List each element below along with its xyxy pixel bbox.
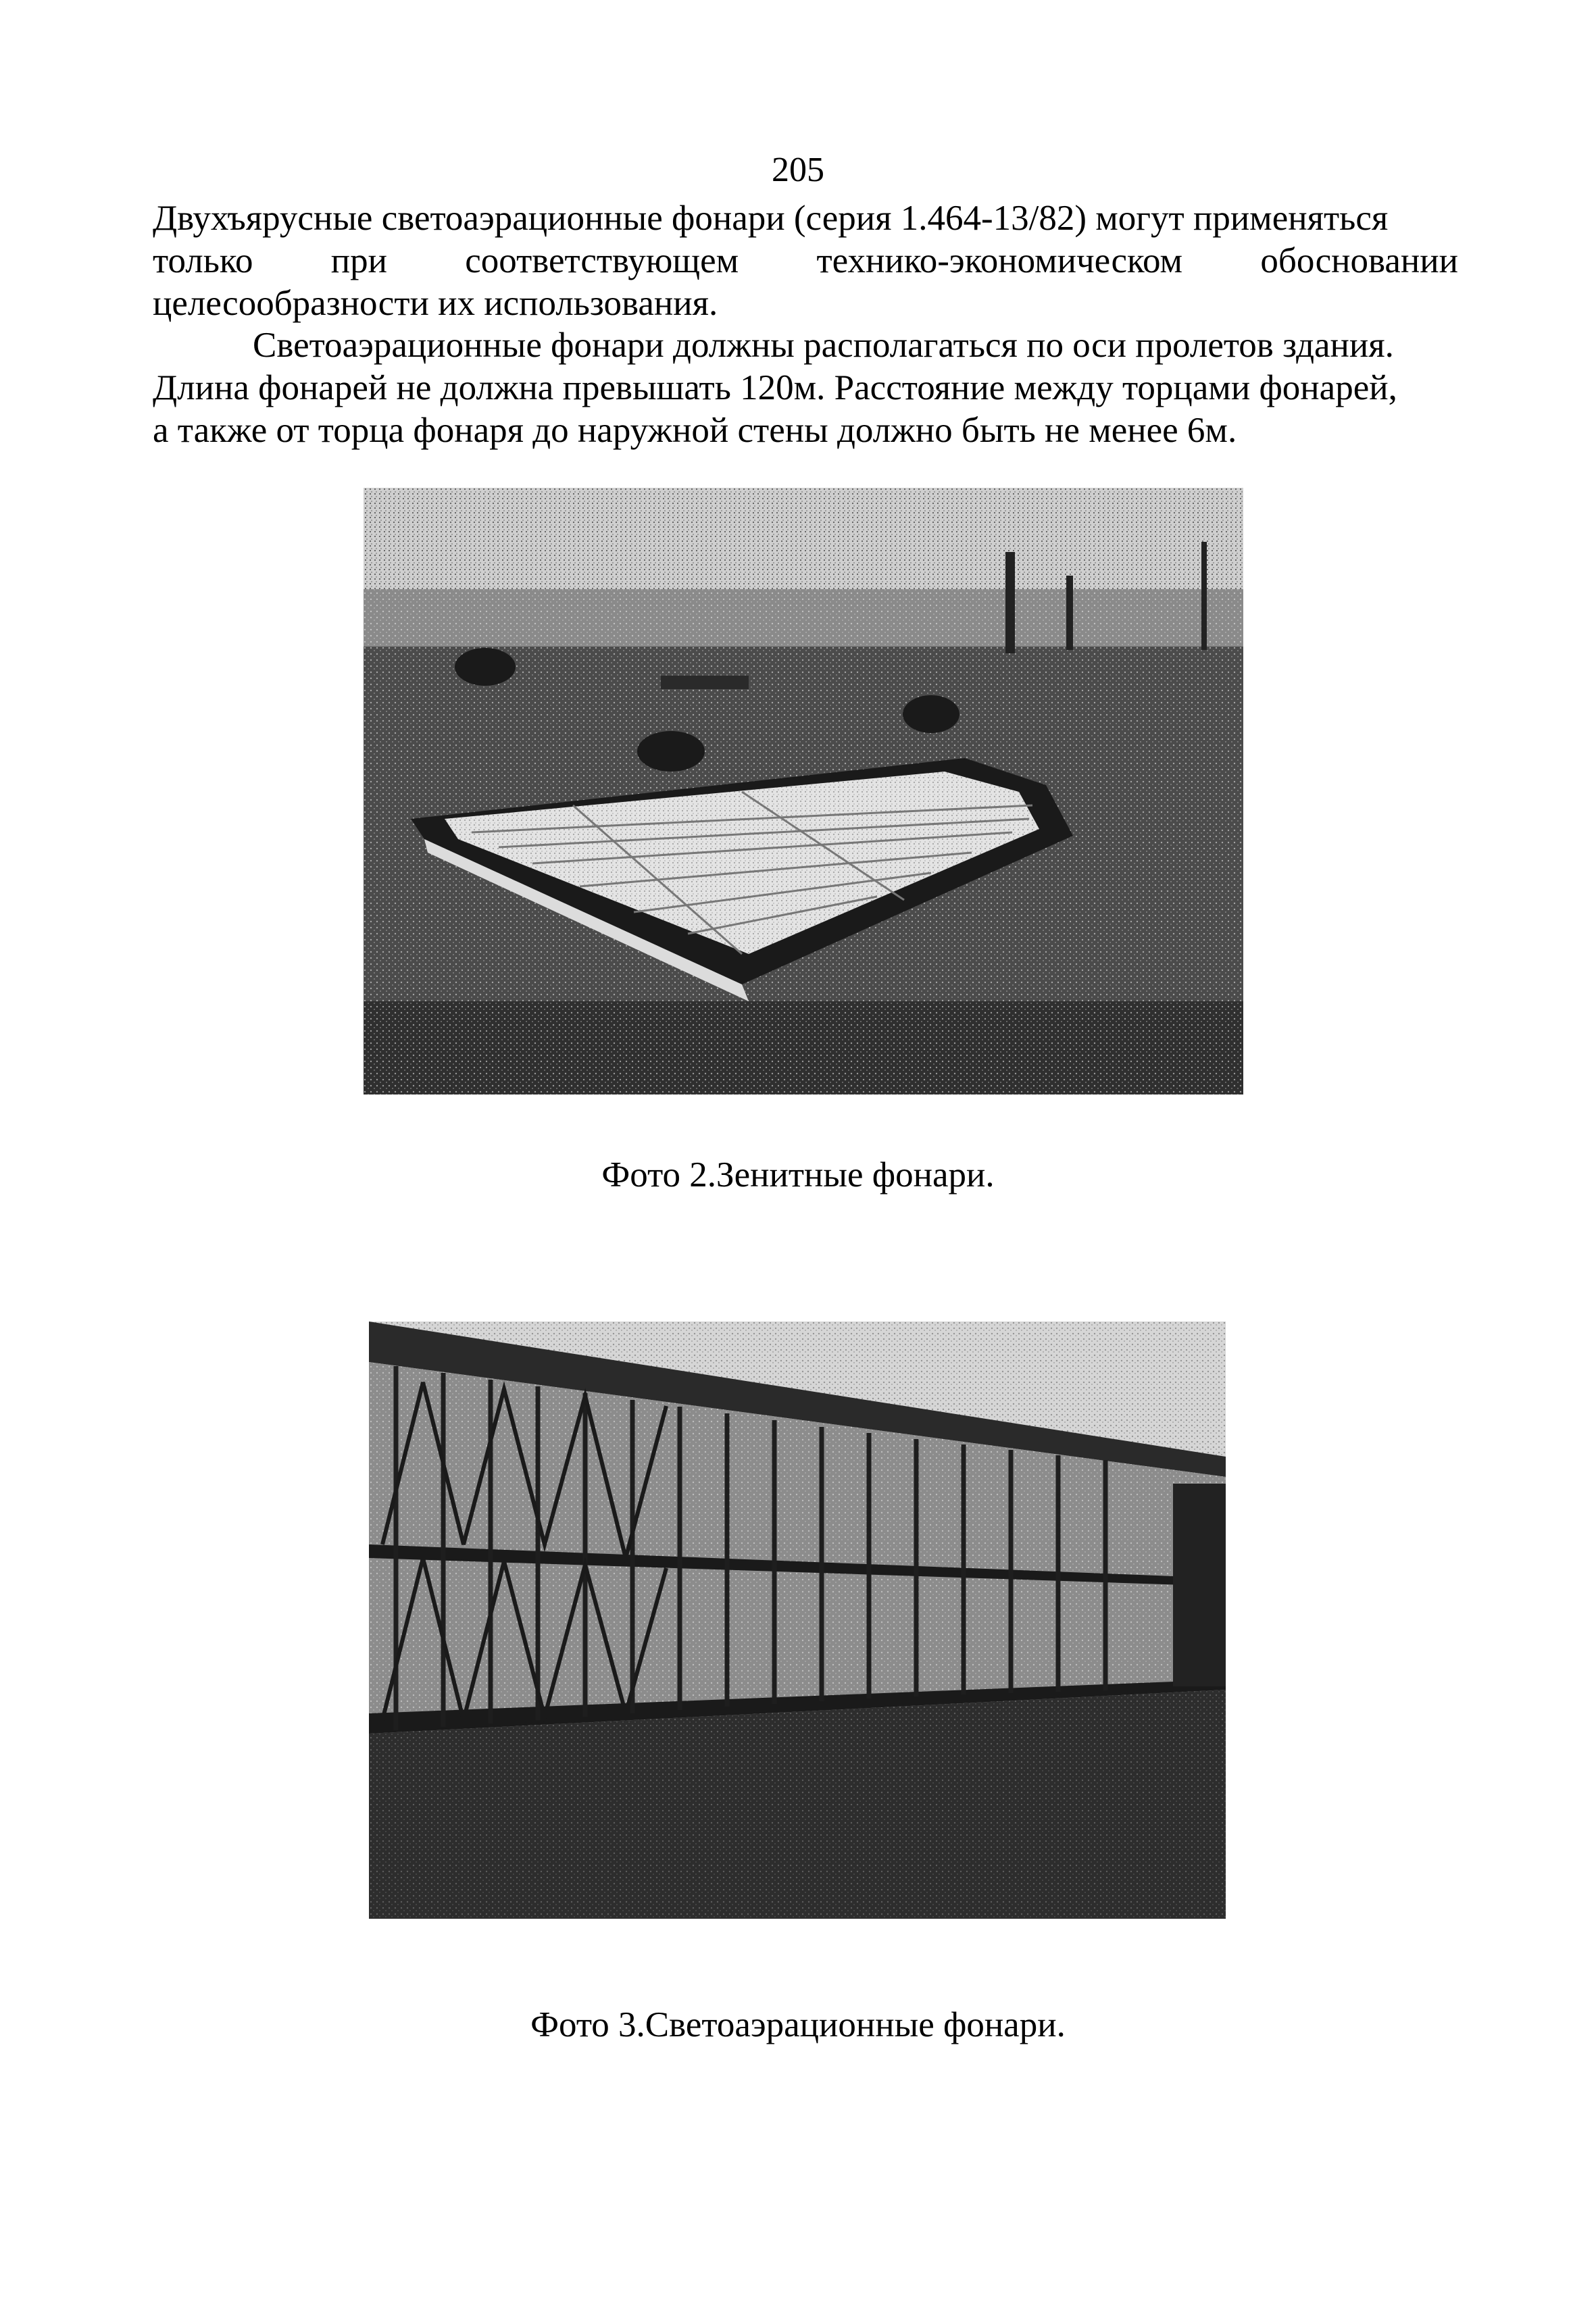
word: обосновании — [1260, 241, 1458, 280]
paragraph-2-line-3: а также от торца фонаря до наружной стены должно быть не менее 6м. — [153, 411, 1237, 450]
paragraph-2 — [153, 324, 1458, 452]
paragraph-1 — [153, 197, 1458, 325]
skylights-photo-image — [364, 488, 1243, 1095]
photo-3-caption: Фото 3.Светоаэрационные фонари. — [530, 2005, 1066, 2044]
lanterns-photo-image — [369, 1322, 1226, 1919]
word: соответствующем — [465, 241, 739, 280]
paragraph-2-line-2: Длина фонарей не должна превышать 120м. Расстояние между торцами фонарей, — [153, 368, 1397, 407]
word: технико-экономическом — [816, 241, 1183, 280]
word: только — [153, 241, 253, 280]
word: при — [330, 241, 387, 280]
paragraph-1-line-1: Двухъярусные светоаэрационные фонари (серия 1.464-13/82) могут применяться — [153, 199, 1389, 238]
page-number: 205 — [772, 151, 824, 189]
paragraph-1-line-3: целесообразности их использования. — [153, 284, 718, 323]
skylights-photo — [364, 488, 1243, 1095]
paragraph-1-line-2 — [153, 240, 1458, 282]
paragraph-2-line-1: Светоаэрационные фонари должны располагаться по оси пролетов здания. — [253, 326, 1394, 365]
lanterns-photo — [369, 1322, 1226, 1919]
photo-2-caption: Фото 2.Зенитные фонари. — [601, 1155, 995, 1194]
